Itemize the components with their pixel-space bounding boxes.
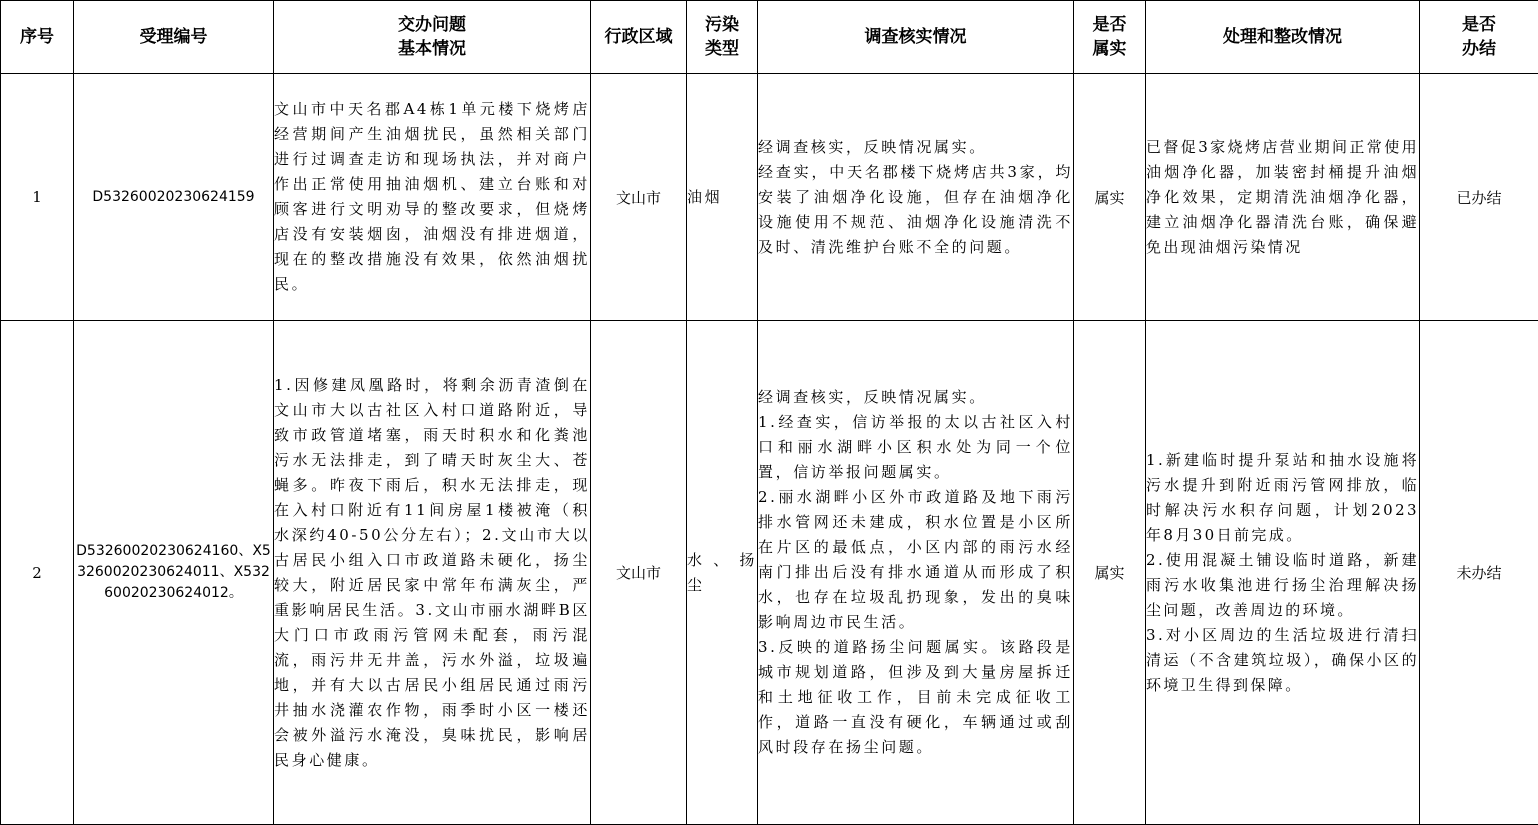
- header-problem: 交办问题 基本情况: [274, 1, 591, 74]
- cell-pollution: 油烟: [687, 74, 758, 321]
- cell-handling: 已督促3家烧烤店营业期间正常使用油烟净化器，加装密封桶提升油烟净化效果，定期清洗油烟净化器，建立油烟净化器清洗台账，确保避免出现油烟污染情况: [1146, 74, 1420, 321]
- header-seq: 序号: [1, 1, 74, 74]
- cell-case-no: D5326002023062415​9: [74, 74, 274, 321]
- cell-investigation: 经调查核实，反映情况属实。 1.经查实，信访举报的太以古社区入村口和丽水湖畔小区积水处为同一个位置，信访举报问题属实。 2.丽水湖畔小区外市政道路及地下雨污排水管网还未建成，积水位置是小区所在片区的最低点，小区内部的雨污水经南门排出后没有排水通道从而形成了积水，也存在垃圾乱扔现象，发出的臭味影响周边市民生活。 3.反映的道路扬尘问题属实。该路段是城市规划道路，但涉及到大量房屋拆迁和土地征收工作，目前未完成征收工作，道路一直没有硬化，车辆通过或刮风时段存在扬尘问题。: [758, 321, 1074, 825]
- cell-closed: 已办结: [1420, 74, 1538, 321]
- header-row: [1, 1, 1538, 74]
- cell-case-no: D53260020230624160、X53260020230624011、X53260020230624012。: [74, 321, 274, 825]
- cell-problem: 1.因修建凤凰路时，将剩余沥青渣倒在文山市大以古社区入村口道路附近，导致市政管道堵塞，雨天时积水和化粪池污水无法排走，到了晴天时灰尘大、苍蝇多。昨夜下雨后，积水无法排走，现在入村口附近有11间房屋1楼被淹（积水深约40-50公分左右）；2.文山市大以古居民小组入口市政道路未硬化，扬尘较大，附近居民家中常年布满灰尘，严重影响居民生活。3.文山市丽水湖畔B区大门口市政雨污管网未配套，雨污混流，雨污井无井盖，污水外溢，垃圾遍地，并有大以古居民小组居民通过雨污井抽水浇灌农作物，雨季时小区一楼还会被外溢污水淹没，臭味扰民，影响居民身心健康。: [274, 321, 591, 825]
- cell-investigation: 经调查核实，反映情况属实。 经查实，中天名郡楼下烧烤店共3家，均安装了油烟净化设施，但存在油烟净化设施使用不规范、油烟净化设施清洗不及时、清洗维护台账不全的问题。: [758, 74, 1074, 321]
- cell-handling: 1.新建临时提升泵站和抽水设施将污水提升到附近雨污管网排放，临时解决污水积存问题，计划2023年8月30日前完成。 2.使用混凝土铺设临时道路，新建雨污水收集池进行扬尘治理解决扬尘问题，改善周边的环境。 3.对小区周边的生活垃圾进行清扫清运（不含建筑垃圾），确保小区的环境卫生得到保障。: [1146, 321, 1420, 825]
- cell-verified: 属实: [1074, 321, 1146, 825]
- cell-problem: 文山市中天名郡A4栋1单元楼下烧烤店经营期间产生油烟扰民，虽然相关部门进行过调查走访和现场执法，并对商户作出正常使用抽油烟机、建立台账和对顾客进行文明劝导的整改要求，但烧烤店没有安装烟囱，油烟没有排进烟道，现在的整改措施没有效果，依然油烟扰民。: [274, 74, 591, 321]
- cell-seq: 1: [1, 74, 74, 321]
- cell-region: 文山市: [591, 74, 687, 321]
- table-row: [1, 74, 1538, 321]
- header-case-no: 受理编号: [74, 1, 274, 74]
- cell-seq: 2: [1, 321, 74, 825]
- table-row: [1, 321, 1538, 825]
- header-closed: 是否 办结: [1420, 1, 1538, 74]
- header-investigation: 调查核实情况: [758, 1, 1074, 74]
- cell-verified: 属实: [1074, 74, 1146, 321]
- header-pollution: 污染 类型: [687, 1, 758, 74]
- header-handling: 处理和整改情况: [1146, 1, 1420, 74]
- cell-closed: 未办结: [1420, 321, 1538, 825]
- header-verified: 是否 属实: [1074, 1, 1146, 74]
- cell-pollution: 水、扬尘: [687, 321, 758, 825]
- header-region: 行政区域: [591, 1, 687, 74]
- cell-region: 文山市: [591, 321, 687, 825]
